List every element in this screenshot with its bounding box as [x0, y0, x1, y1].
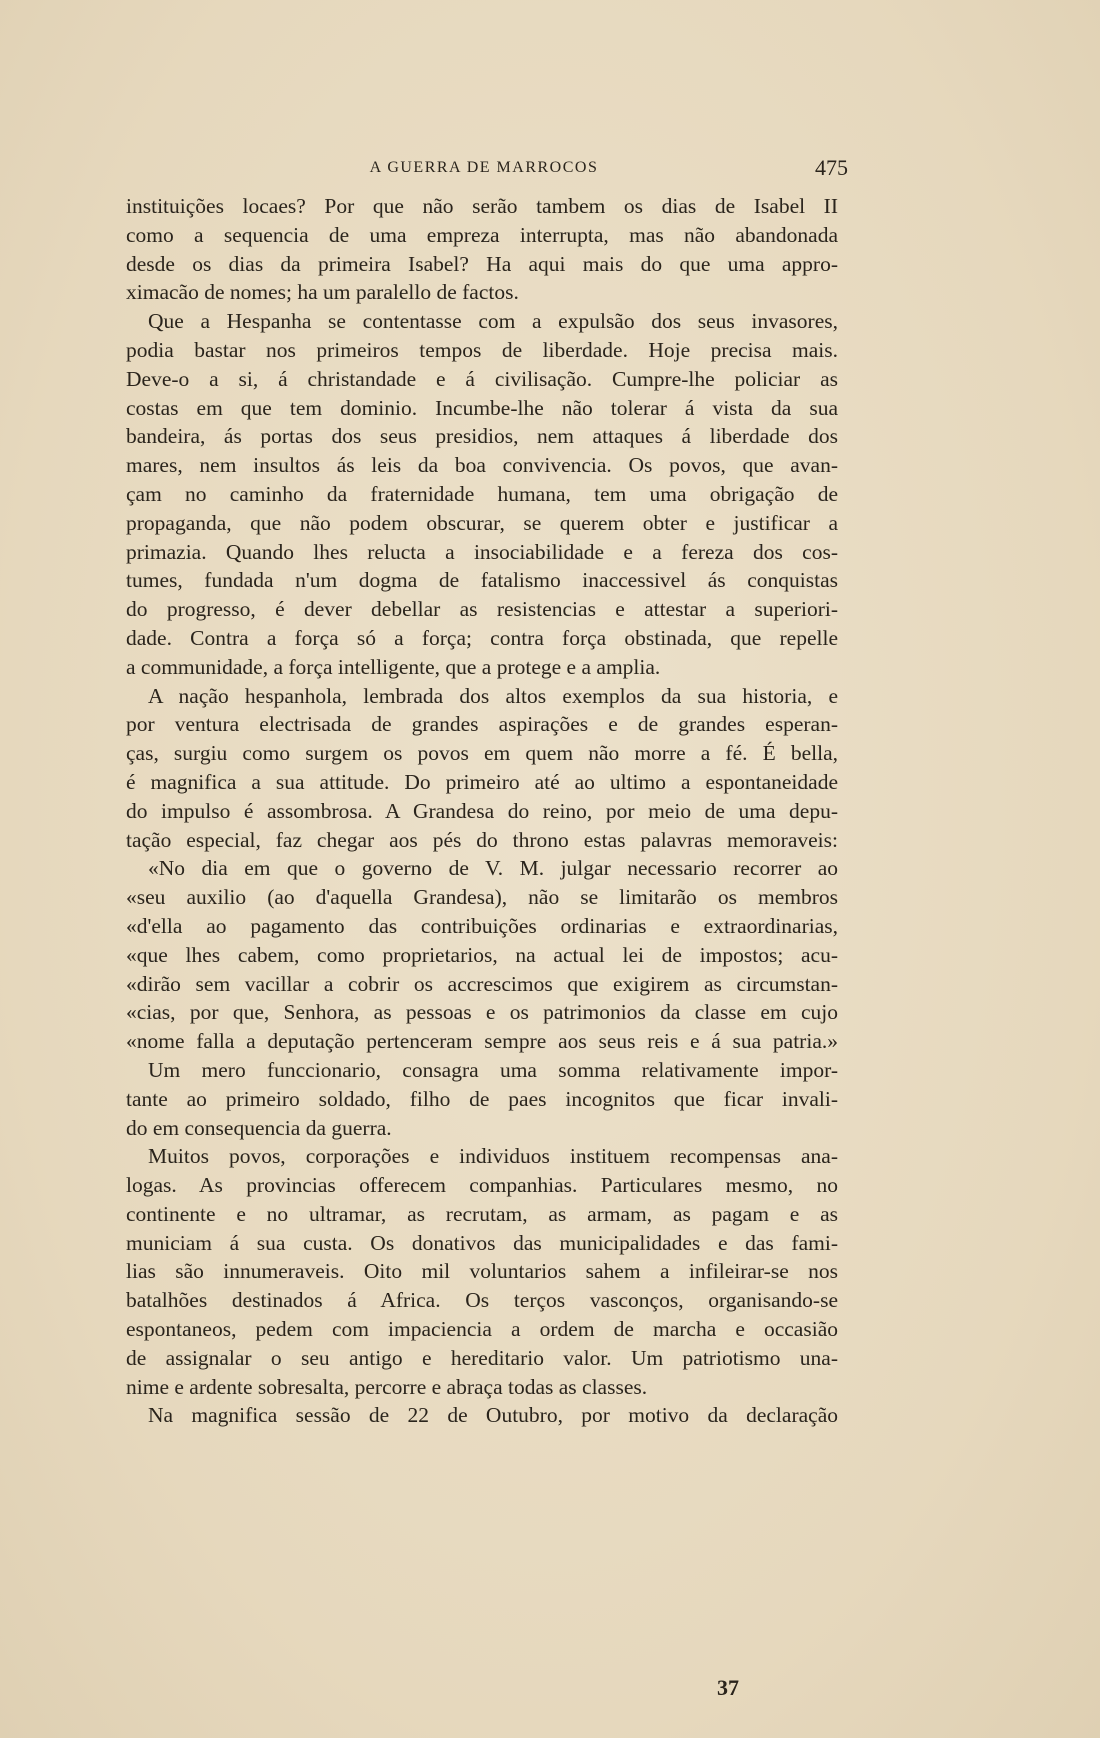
text-line: de assignalar o seu antigo e hereditario valor. Um patriotismo una- [126, 1345, 838, 1370]
text-line: batalhões destinados á Africa. Os terços vasconços, organisando-se [126, 1288, 838, 1313]
text-line: desde os dias da primeira Isabel? Ha aqui mais do que uma appro- [126, 251, 838, 276]
text-line: Na magnifica sessão de 22 de Outubro, por motivo da declaração [148, 1403, 838, 1428]
text-line: «No dia em que o governo de V. M. julgar necessario recorrer ao [148, 856, 838, 881]
text-line: «cias, por que, Senhora, as pessoas e os patrimonios da classe em cujo [126, 1000, 838, 1025]
running-title: A GUERRA DE MARROCOS [369, 159, 599, 176]
text-line: «d'ella ao pagamento das contribuições ordinarias e extraordinarias, [126, 913, 838, 938]
text-line: instituições locaes? Por que não serão tambem os dias de Isabel II [126, 194, 838, 218]
text-line: do em consequencia da guerra. [126, 1115, 392, 1140]
text-line: costas em que tem dominio. Incumbe-lhe não tolerar á vista da sua [126, 395, 838, 420]
text-line: do impulso é assombrosa. A Grandesa do reino, por meio de uma depu- [126, 798, 838, 823]
text-line: bandeira, ás portas dos seus presidios, nem attaques á liberdade dos [126, 424, 838, 449]
signature-mark: 37 [717, 1675, 739, 1700]
text-line: A nação hespanhola, lembrada dos altos exemplos da sua historia, e [148, 683, 838, 708]
text-line: tante ao primeiro soldado, filho de paes incognitos que ficar invali- [126, 1086, 838, 1111]
text-line: Deve-o a si, á christandade e á civilisação. Cumpre-lhe policiar as [126, 366, 838, 391]
text-line: ximacão de nomes; ha um paralello de factos. [126, 280, 519, 305]
text-line: Que a Hespanha se contentasse com a expulsão dos seus invasores, [148, 309, 838, 334]
text-line: tação especial, faz chegar aos pés do throno estas palavras memoraveis: [126, 827, 838, 852]
text-line: mares, nem insultos ás leis da boa convivencia. Os povos, que avan- [126, 453, 838, 478]
text-line: «dirão sem vacillar a cobrir os accrescimos que exigirem as circumstan- [126, 971, 838, 996]
text-line: propaganda, que não podem obscurar, se querem obter e justificar a [126, 510, 838, 535]
text-line: Muitos povos, corporações e individuos instituem recompensas ana- [148, 1144, 838, 1169]
text-line: espontaneos, pedem com impaciencia a ordem de marcha e occasião [126, 1317, 838, 1342]
text-line: dade. Contra a força só a força; contra força obstinada, que repelle [126, 625, 838, 650]
text-line: «nome falla a deputação pertenceram sempre aos seus reis e á sua patria.» [126, 1029, 838, 1054]
text-line: Um mero funccionario, consagra uma somma relativamente impor- [148, 1057, 838, 1082]
text-line: ças, surgiu como surgem os povos em quem não morre a fé. É bella, [126, 741, 838, 766]
text-line: primazia. Quando lhes relucta a insociabilidade e a fereza dos cos- [126, 539, 838, 564]
text-line: é magnifica a sua attitude. Do primeiro até ao ultimo a espontaneidade [126, 769, 838, 794]
text-line: do progresso, é dever debellar as resistencias e attestar a superiori- [126, 597, 838, 622]
text-line: «seu auxilio (ao d'aquella Grandesa), não se limitarão os membros [126, 885, 838, 910]
page-number: 475 [815, 155, 848, 180]
text-line: municiam á sua custa. Os donativos das municipalidades e das fami- [126, 1230, 838, 1255]
body-text [126, 192, 838, 1430]
text-line: por ventura electrisada de grandes aspirações e de grandes esperan- [126, 712, 838, 737]
running-head [124, 155, 848, 183]
text-line: «que lhes cabem, como proprietarios, na actual lei de impostos; acu- [126, 942, 838, 967]
text-line: continente e no ultramar, as recrutam, as armam, as pagam e as [126, 1201, 838, 1226]
text-line: logas. As provincias offerecem companhias. Particulares mesmo, no [126, 1173, 838, 1198]
text-line: lias são innumeraveis. Oito mil voluntarios sahem a infileirar-se nos [126, 1259, 838, 1284]
text-line: çam no caminho da fraternidade humana, tem uma obrigação de [126, 481, 838, 506]
text-line: podia bastar nos primeiros tempos de liberdade. Hoje precisa mais. [126, 337, 838, 362]
text-line: como a sequencia de uma empreza interrupta, mas não abandonada [126, 222, 838, 247]
text-line: a communidade, a força intelligente, que a protege e a amplia. [126, 654, 661, 679]
text-line: tumes, fundada n'um dogma de fatalismo inaccessivel ás conquistas [126, 568, 838, 593]
text-line: nime e ardente sobresalta, percorre e abraça todas as classes. [126, 1374, 648, 1399]
